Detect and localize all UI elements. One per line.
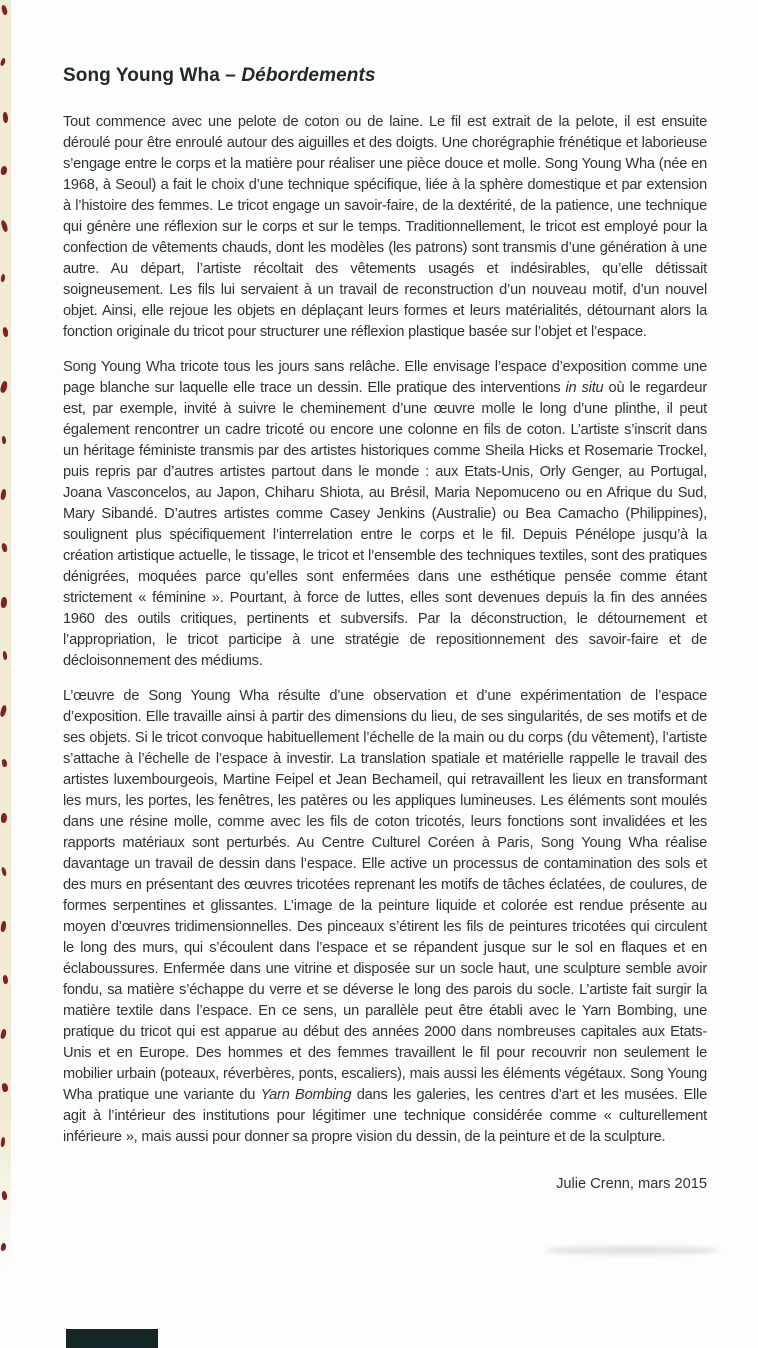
binding-stitch-mark: [3, 112, 9, 123]
binding-stitch-mark: [0, 274, 5, 282]
binding-stitch-mark: [0, 921, 7, 933]
page-title: [63, 64, 707, 88]
binding-stitch-mark: [1, 867, 7, 877]
paragraph-2: [63, 357, 707, 672]
binding-stitch-mark: [2, 651, 7, 660]
binding-stitch-mark: [0, 1243, 6, 1252]
binding-stitch-mark: [0, 380, 8, 393]
edge-marks: [0, 0, 11, 1270]
text-run: Song Young Wha tricote tous les jours sans relâche. Elle envisage l’espace d’exposition comme une page blanche sur laquelle elle trace un dessin. Elle pratique des interventions: [63, 359, 707, 396]
italic-text-run: Débordements: [241, 65, 376, 86]
binding-stitch-mark: [0, 597, 7, 609]
paragraph-1: [63, 112, 707, 343]
binding-stitch-mark: [2, 975, 8, 985]
text-run: Tout commence avec une pelote de coton ou de laine. Le fil est extrait de la pelote, il est ensuite déroulé pour être enroulé autour des aiguilles et des doigts. Une chorégraphie frénétique et laborieuse s’engage entre le corps et la matière pour réaliser une pièce douce et molle. Song Young Wha (née en 1968, à Seoul) a fait le choix d’une technique spécifique, liée à la sphère domestique et par extension à l’histoire des femmes. Le tricot engage un savoir-faire, de la dextérité, de la patience, une technique qui génère une réflexion sur le corps et sur le temps. Traditionnellement, le tricot est employé pour la confection de vêtements chauds, dont les modèles (les patrons) sont transmis d’une génération à une autre. Au départ, l’artiste récoltait des vêtements usagés et indésirables, qu’elle détissait soigneusement. Les fils lui servaient à un travail de reconstruction d’un nouveau motif, d’un nouvel objet. Ainsi, elle rejoue les objets en déplaçant leurs formes et leurs matérialités, détournant alors la fonction originale du tricot pour structurer une réflexion plastique basée sur l’objet et l’espace.: [63, 114, 707, 340]
binding-stitch-mark: [1, 5, 8, 16]
binding-stitch-mark: [0, 1029, 7, 1040]
binding-stitch-mark: [2, 436, 7, 444]
binding-stitch-mark: [0, 1137, 5, 1147]
text-run: où le regardeur est, par exemple, invité à suivre le cheminement d’une œuvre molle le long d’une plinthe, il peut également rencontrer un cadre tricoté ou encore une colonne en fils de coton. L’artiste s’inscrit dans un héritage féministe transmis par des artistes historiques comme Sheila Hicks et Rosemarie Trockel, puis repris par d’autres artistes partout dans le monde : aux Etats-Unis, Orly Genger, au Portugal, Joana Vasconcelos, au Japon, Chiharu Shiota, au Brésil, Maria Nepomuceno ou en Afrique du Sud, Mary Sibandé. D’autres artistes comme Casey Jenkins (Australie) ou Bea Camacho (Philippines), soulignent plus spécifiquement l’interrelation entre le corps et le fil. Depuis Pénélope jusqu’à la création artistique actuelle, le tissage, le tricot et l’ensemble des techniques textiles, sont des pratiques dénigrées, moquées parce qu’elles sont enfermées dans une esthétique pensée comme étant strictement « féminine ». Pourtant, à force de luttes, elles sont devenues depuis la fin des années 1960 des outils critiques, pertinents et subversifs. Par la déconstruction, le détournement et l’appropriation, le tricot participe à une stratégie de repositionnement des savoir-faire et de décloisonnement des médiums.: [63, 380, 707, 669]
binding-stitch-mark: [1, 1083, 9, 1093]
scan-bottom-mark: [66, 1329, 158, 1348]
text-run: Song Young Wha –: [63, 65, 242, 86]
text-run: dans les galeries, les centres d’art et les musées. Elle agit à l’intérieur des institutions pour légitimer une technique considérée comme « culturellement inférieure », mais aussi pour donner sa propre vision du dessin, de la peinture et de la sculpture.: [63, 1087, 707, 1145]
paragraph-3: [63, 686, 707, 1148]
binding-stitch-mark: [0, 165, 8, 175]
binding-stitch-mark: [1, 813, 8, 823]
document-page: [63, 64, 707, 1195]
author-signature: Julie Crenn, mars 2015: [556, 1176, 707, 1192]
binding-stitch-mark: [0, 705, 8, 718]
binding-stitch-mark: [2, 327, 9, 338]
binding-stitch-mark: [1, 543, 8, 553]
scan-binding-edge: [0, 0, 11, 1270]
binding-stitch-mark: [1, 1191, 7, 1201]
scan-smudge: [545, 1246, 720, 1255]
binding-stitch-mark: [1, 759, 8, 768]
italic-text-run: in situ: [565, 380, 604, 396]
binding-stitch-mark: [0, 58, 6, 67]
binding-stitch-mark: [0, 220, 8, 233]
text-run: L’œuvre de Song Young Wha résulte d’une observation et d’une expérimentation de l’espace d’exposition. Elle travaille ainsi à partir des dimensions du lieu, de ses singularités, de ses motifs et de ses objets. Si le tricot convoque habituellement l’échelle de la main ou du corps (du vêtement), l’artiste s’attache à l’échelle de l’espace à investir. La translation spatiale et matérielle rappelle le travail des artistes luxembourgeois, Martine Feipel et Jean Bechameil, qui retravaillent les lieux en transformant les murs, les portes, les fenêtres, les patères ou les appliques lumineuses. Les éléments sont moulés dans une résine molle, comme avec les fils de coton tricotés, leurs fonctions sont invalidées et les rapports matériaux sont perturbés. Au Centre Culturel Coréen à Paris, Song Young Wha réalise davantage un travail de dessin dans l’espace. Elle active un processus de contamination des sols et des murs en présentant des œuvres tricotées reprenant les motifs de tâches éclatées, de coulures, de formes serpentines et glissantes. L’image de la peinture liquide et colorée est rendue présente au moyen d’œuvres tridimensionnelles. Des pinceaux s’étirent les fils de peintures tricotées qui circulent le long des murs, qui s’écoulent dans l’espace et se répandent jusque sur le sol en flaques et en éclaboussures. Enfermée dans une vitrine et disposée sur un socle haut, une sculpture semble avoir fondu, sa matière s’échappe du verre et se déverse le long des parois du socle. L’artiste fait surgir la matière textile dans l’espace. En ce sens, un parallèle peut être établi avec le Yarn Bombing, une pratique du tricot qui est apparue au début des années 2000 dans nombreuses capitales aux Etats-Unis et en Europe. Des hommes et des femmes travaillent le fil pour recouvrir non seulement le mobilier urbain (poteaux, réverbères, ponts, escaliers), mais aussi les éléments végétaux. Song Young Wha pratique une variante du: [63, 688, 707, 1103]
binding-stitch-mark: [0, 489, 7, 501]
italic-text-run: Yarn Bombing: [260, 1087, 352, 1103]
